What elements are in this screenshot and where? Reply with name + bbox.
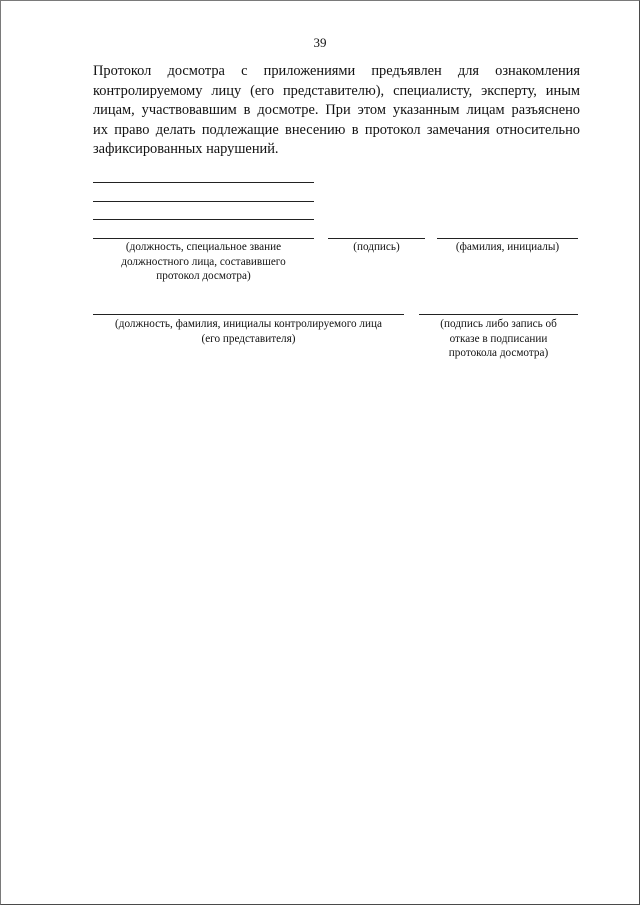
caption-line: (его представителя) [201,332,296,345]
official-signature-line[interactable] [328,238,425,239]
page-number: 39 [313,35,327,50]
caption-line: должностного лица, составившего [121,255,286,268]
controlled-person-signature-line[interactable] [419,314,578,315]
caption-line: (должность, специальное звание [125,241,282,253]
controlled-person-name-caption [93,317,404,346]
caption-line: протокола досмотра) [448,347,549,359]
official-name-caption [437,240,578,255]
caption-line: отказе в подписании [449,332,548,345]
paragraph-line: зафиксированных нарушений. [93,141,279,157]
paragraph-line: лицам, участвовавшим в досмотре. При этом указанным лицам разъяснено [93,102,580,118]
caption-line: (подпись) [353,241,400,253]
official-position-line[interactable] [93,182,314,183]
paragraph-line: Протокол досмотра с приложениями предъявлен для ознакомления [93,63,580,79]
official-position-line[interactable] [93,219,314,220]
notice-paragraph [93,62,580,160]
controlled-person-name-line[interactable] [93,314,404,315]
caption-line: (подпись либо запись об [440,318,557,330]
official-position-line[interactable] [93,201,314,202]
paragraph-line: контролируемому лицу (его представителю), специалисту, эксперту, иным [93,82,580,99]
official-name-line[interactable] [437,238,578,239]
controlled-person-signature-caption [419,317,578,361]
official-position-line[interactable] [93,238,314,239]
caption-line: (должность, фамилия, инициалы контролируемого лица [115,318,382,330]
official-signature-caption [328,240,425,255]
official-position-caption [93,240,314,284]
paragraph-line: их право делать подлежащие внесению в протокол замечания относительно [93,121,580,138]
caption-line: протокол досмотра) [156,270,251,282]
caption-line: (фамилия, инициалы) [455,241,560,253]
